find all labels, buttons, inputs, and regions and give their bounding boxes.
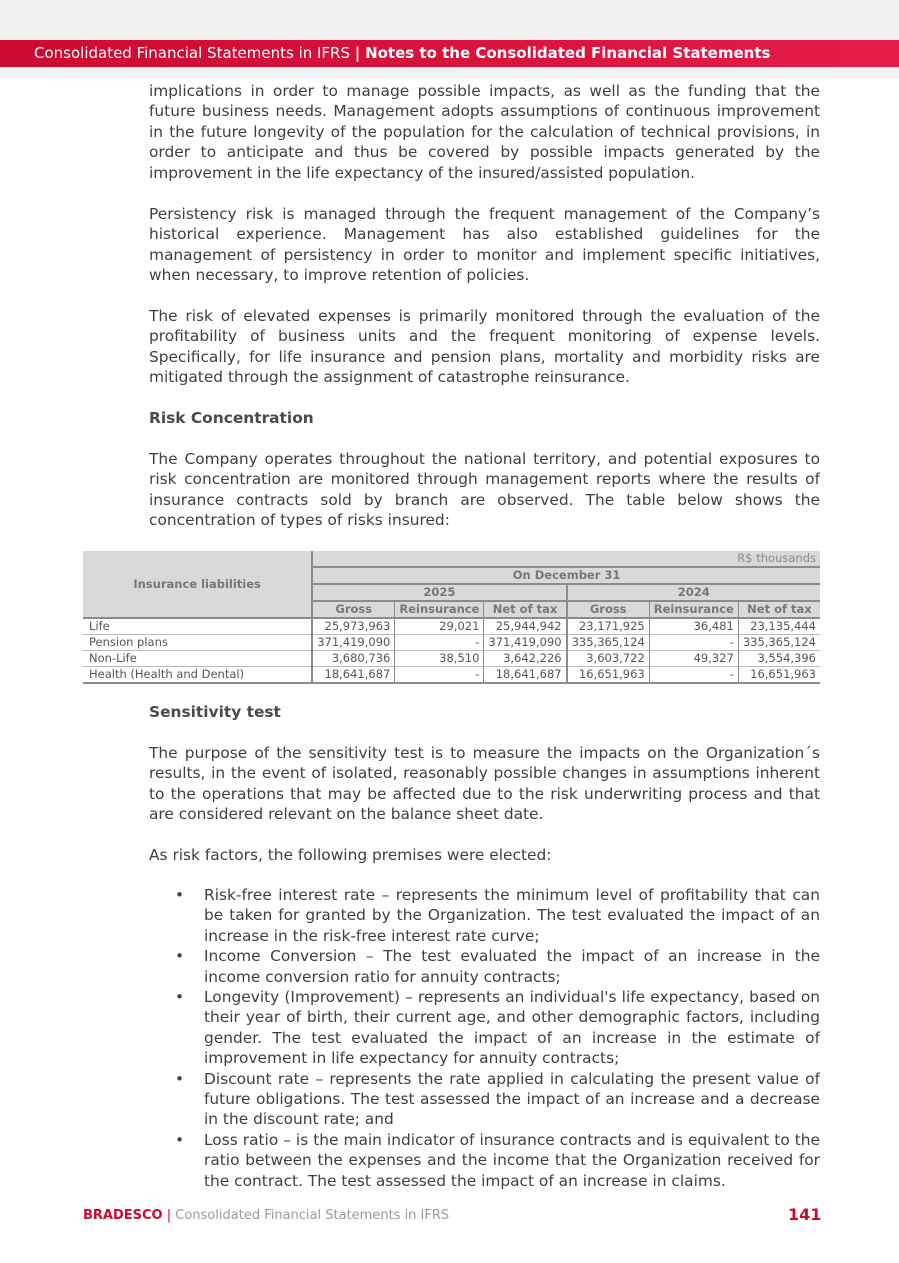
column-header: Net of tax	[738, 601, 820, 618]
cell-value: 371,419,090	[312, 635, 395, 651]
table-row	[83, 651, 820, 667]
header-separator: |	[354, 44, 361, 62]
list-item	[149, 885, 820, 946]
heading-risk-concentration: Risk Concentration	[149, 409, 314, 427]
list-item-text: Loss ratio – is the main indicator of insurance contracts and is equivalent to the ratio between the expenses and the income that the Organization received for the contract. The test assessed the impact of an increase in claims.	[204, 1130, 820, 1190]
cell-value: -	[649, 635, 738, 651]
header-subtitle: Notes to the Consolidated Financial Statements	[365, 44, 771, 62]
cell-value: 25,973,963	[312, 618, 395, 635]
list-item-text: Income Conversion – The test evaluated the impact of an increase in the income conversion ratio for annuity contracts;	[204, 947, 820, 986]
cell-value: 25,944,942	[484, 618, 567, 635]
footer-brand-logo: BRADESCO	[83, 1208, 163, 1223]
section-header-bar	[0, 40, 899, 67]
row-label: Health (Health and Dental)	[83, 667, 312, 684]
cell-value: 18,641,687	[312, 667, 395, 684]
cell-value: 23,135,444	[738, 618, 820, 635]
cell-value: 23,171,925	[567, 618, 650, 635]
cell-value: 3,554,396	[738, 651, 820, 667]
cell-value: 3,680,736	[312, 651, 395, 667]
table-row-header: Insurance liabilities	[83, 551, 312, 618]
table-year-2025: 2025	[312, 584, 566, 601]
bullet-icon: •	[175, 886, 185, 904]
cell-value: -	[649, 667, 738, 684]
cell-value: 18,641,687	[484, 667, 567, 684]
bullet-icon: •	[175, 947, 185, 966]
bullet-icon: •	[175, 1069, 185, 1088]
heading-sensitivity-test: Sensitivity test	[149, 703, 281, 721]
cell-value: 335,365,124	[738, 635, 820, 651]
column-header: Net of tax	[484, 601, 567, 618]
row-label: Pension plans	[83, 635, 312, 651]
table-year-2024: 2024	[567, 584, 820, 601]
cell-value: -	[395, 667, 484, 684]
row-label: Non-Life	[83, 651, 312, 667]
paragraph-sensitivity-purpose: The purpose of the sensitivity test is to measure the impacts on the Organization´s results, in the event of isolated, reasonably possible changes in assumptions inherent to the operations that may be affected due to the risk underwriting process and that are considered relevant on the balance sheet date.	[149, 744, 820, 824]
cell-value: 16,651,963	[738, 667, 820, 684]
cell-value: 371,419,090	[484, 635, 567, 651]
column-header: Gross	[567, 601, 650, 618]
cell-value: 38,510	[395, 651, 484, 667]
footer	[83, 1208, 449, 1223]
table-row	[83, 618, 820, 635]
cell-value: 36,481	[649, 618, 738, 635]
list-item	[149, 1069, 820, 1130]
cell-value: 335,365,124	[567, 635, 650, 651]
paragraph-longevity: implications in order to manage possible impacts, as well as the funding that the future business needs. Management adopts assumptions of continuous improvement in the future longevity of the population for the calculation of technical provisions, in order to anticipate and thus be covered by possible impacts generated by the improvement in the life expectancy of the insured/assisted population.	[149, 82, 820, 182]
paragraph-expenses: The risk of elevated expenses is primarily monitored through the evaluation of the profitability of business units and the frequent monitoring of expense levels. Specifically, for life insurance and pension plans, mortality and morbidity risks are mitigated through the assignment of catastrophe reinsurance.	[149, 307, 820, 387]
cell-value: 49,327	[649, 651, 738, 667]
list-item	[149, 1130, 820, 1191]
paragraph-risk-concentration: The Company operates throughout the national territory, and potential exposures to risk concentration are monitored through management reports where the results of insurance contracts sold by branch are observed. The table below shows the concentration of types of risks insured:	[149, 450, 820, 530]
cell-value: -	[395, 635, 484, 651]
footer-text: Consolidated Financial Statements in IFRS	[175, 1208, 450, 1223]
cell-value: 3,642,226	[484, 651, 567, 667]
list-item-text: Risk-free interest rate – represents the minimum level of profitability that can be taken for granted by the Organization. The test evaluated the impact of an increase in the risk-free interest rate curve;	[204, 886, 820, 945]
table-row	[83, 667, 820, 684]
column-header: Reinsurance	[395, 601, 484, 618]
footer-separator: |	[166, 1208, 172, 1223]
paragraph-persistency: Persistency risk is managed through the frequent management of the Company’s historical experience. Management has also established guidelines for the management of persistency in order to monitor and implement specific initiatives, when necessary, to improve retention of policies.	[149, 205, 820, 285]
header-title: Consolidated Financial Statements in IFRS	[34, 44, 351, 62]
risk-factor-list	[149, 885, 820, 1191]
column-header: Gross	[312, 601, 395, 618]
cell-value: 16,651,963	[567, 667, 650, 684]
cell-value: 3,603,722	[567, 651, 650, 667]
list-item-text: Longevity (Improvement) – represents an individual's life expectancy, based on their year of birth, their current age, and other demographic factors, including gender. The test evaluated the impact of an increase in the estimate of improvement in life expectancy for annuity contracts;	[204, 988, 820, 1068]
page-number: 141	[788, 1205, 822, 1224]
table-unit: R$ thousands	[312, 551, 820, 567]
bullet-icon: •	[175, 988, 185, 1007]
list-item-text: Discount rate – represents the rate applied in calculating the present value of future obligations. The test assessed the impact of an increase and a decrease in the discount rate; and	[204, 1069, 820, 1129]
paragraph-risk-factors: As risk factors, the following premises were elected:	[149, 846, 552, 864]
list-item	[149, 987, 820, 1069]
insurance-liabilities-table	[83, 551, 820, 684]
table-row	[83, 635, 820, 651]
list-item	[149, 946, 820, 987]
column-header: Reinsurance	[649, 601, 738, 618]
table-period-header: On December 31	[312, 567, 820, 584]
row-label: Life	[83, 618, 312, 635]
bullet-icon: •	[175, 1130, 185, 1149]
cell-value: 29,021	[395, 618, 484, 635]
